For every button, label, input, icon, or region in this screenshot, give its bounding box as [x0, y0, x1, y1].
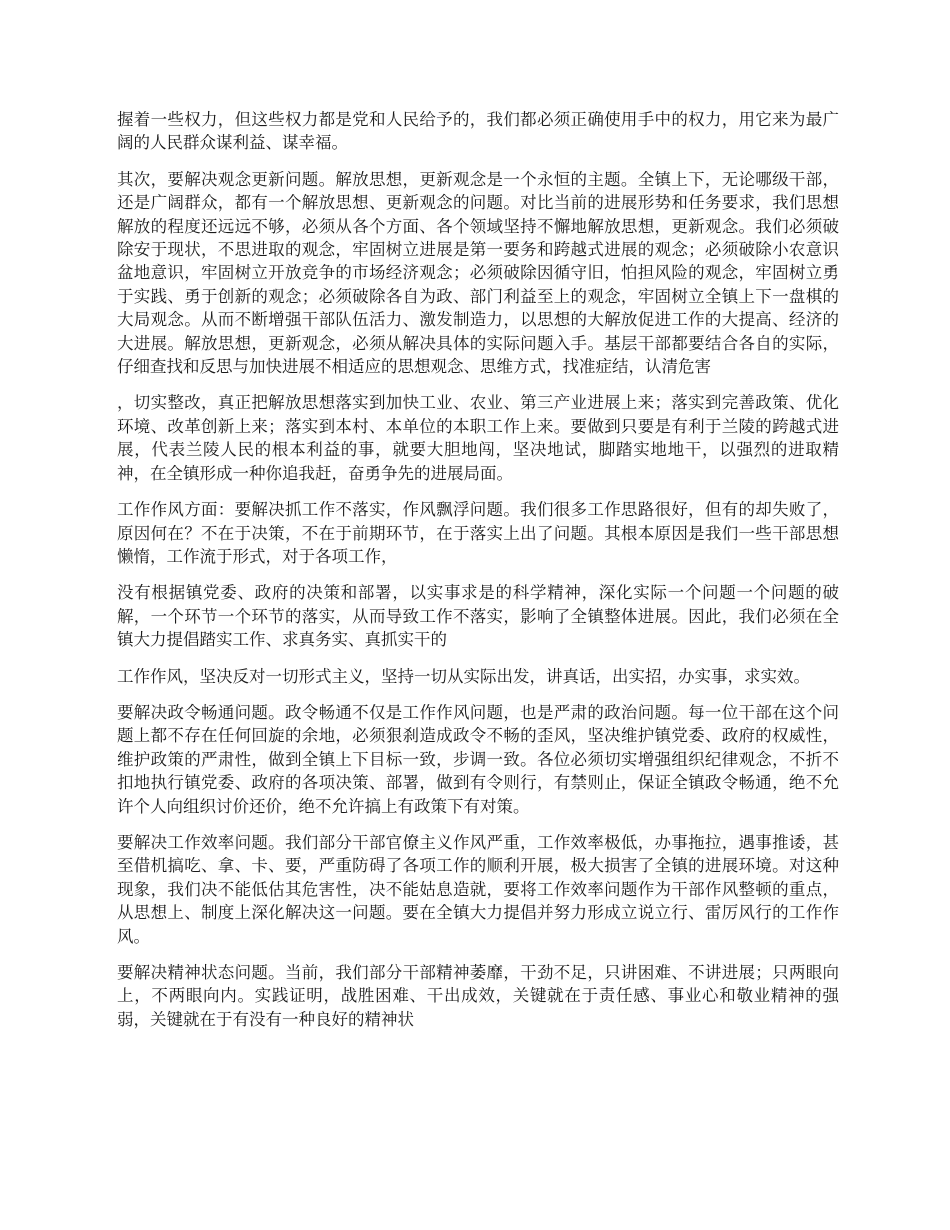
document-body [117, 108, 839, 1044]
paragraph-6: 工作作风，坚决反对一切形式主义，坚持一切从实际出发，讲真话，出实招，办实事，求实效。 [117, 666, 810, 686]
paragraph-2: 其次，要解决观念更新问题。解放思想，更新观念是一个永恒的主题。全镇上下，无论哪级干部，还是广阔群众，都有一个解放思想、更新观念的问题。对比当前的进展形势和任务要求，我们思想解放的程度还远远不够，必须从各个方面、各个领域坚持不懈地解放思想，更新观念。我们必须破除安于现状，不思进取的观念，牢固树立进展是第一要务和跨越式进展的观念；必须破除小农意识盆地意识，牢固树立开放竞争的市场经济观念；必须破除因循守旧，怕担风险的观念，牢固树立勇于实践、勇于创新的观念；必须破除各自为政、部门利益至上的观念，牢固树立全镇上下一盘棋的大局观念。从而不断增强干部队伍活力、激发制造力，以思想的大解放促进工作的大提高、经济的大进展。解放思想，更新观念，必须从解决具体的实际问题入手。基层干部都要结合各自的实际，仔细查找和反思与加快进展不相适应的思想观念、思维方式，找准症结，认清危害 [117, 169, 839, 377]
paragraph-7: 要解决政令畅通问题。政令畅通不仅是工作作风问题，也是严肃的政治问题。每一位干部在这个问题上都不存在任何回旋的余地，必须狠刹造成政令不畅的歪风，坚决维护镇党委、政府的权威性，维护政策的严肃性，做到全镇上下目标一致，步调一致。各位必须切实增强组织纪律观念，不折不扣地执行镇党委、政府的各项决策、部署，做到有令则行，有禁则止，保证全镇政令畅通，绝不允许个人向组织讨价还价，绝不允许搞上有政策下有对策。 [117, 702, 839, 816]
paragraph-9: 要解决精神状态问题。当前，我们部分干部精神萎靡，干劲不足，只讲困难、不讲进展；只两眼向上，不两眼向内。实践证明，战胜困难、干出成效，关键就在于责任感、事业心和敬业精神的强弱，关键就在于有没有一种良好的精神状 [117, 963, 839, 1029]
paragraph-5: 没有根据镇党委、政府的决策和部署，以实事求是的科学精神，深化实际一个问题一个问题的破解，一个环节一个环节的落实，从而导致工作不落实，影响了全镇整体进展。因此，我们必须在全镇大力提倡踏实工作、求真务实、真抓实干的 [117, 583, 839, 650]
paragraph-1: 握着一些权力，但这些权力都是党和人民给予的，我们都必须正确使用手中的权力，用它来为最广阔的人民群众谋利益、谋幸福。 [117, 110, 839, 153]
paragraph-4: 工作作风方面：要解决抓工作不落实，作风飘浮问题。我们很多工作思路很好，但有的却失败了，原因何在？不在于决策，不在于前期环节，在于落实上出了问题。其根本原因是我们一些干部思想懒惰，工作流于形式，对于各项工作， [117, 500, 839, 566]
paragraph-8: 要解决工作效率问题。我们部分干部官僚主义作风严重，工作效率极低，办事拖拉，遇事推诿，甚至借机搞吃、拿、卡、要，严重防碍了各项工作的顺利开展，极大损害了全镇的进展环境。对这种现象，我们决不能低估其危害性，决不能姑息造就，要将工作效率问题作为干部作风整顿的重点，从思想上、制度上深化解决这一问题。要在全镇大力提倡并努力形成立说立行、雷厉风行的工作作风。 [117, 832, 839, 946]
paragraph-3: ，切实整改，真正把解放思想落实到加快工业、农业、第三产业进展上来；落实到完善政策、优化环境、改革创新上来；落实到本村、本单位的本职工作上来。要做到只要是有利于兰陵的跨越式进展，代表兰陵人民的根本利益的事，就要大胆地闯，坚决地试，脚踏实地地干，以强烈的进取精神，在全镇形成一种你追我赶，奋勇争先的进展局面。 [117, 393, 839, 483]
